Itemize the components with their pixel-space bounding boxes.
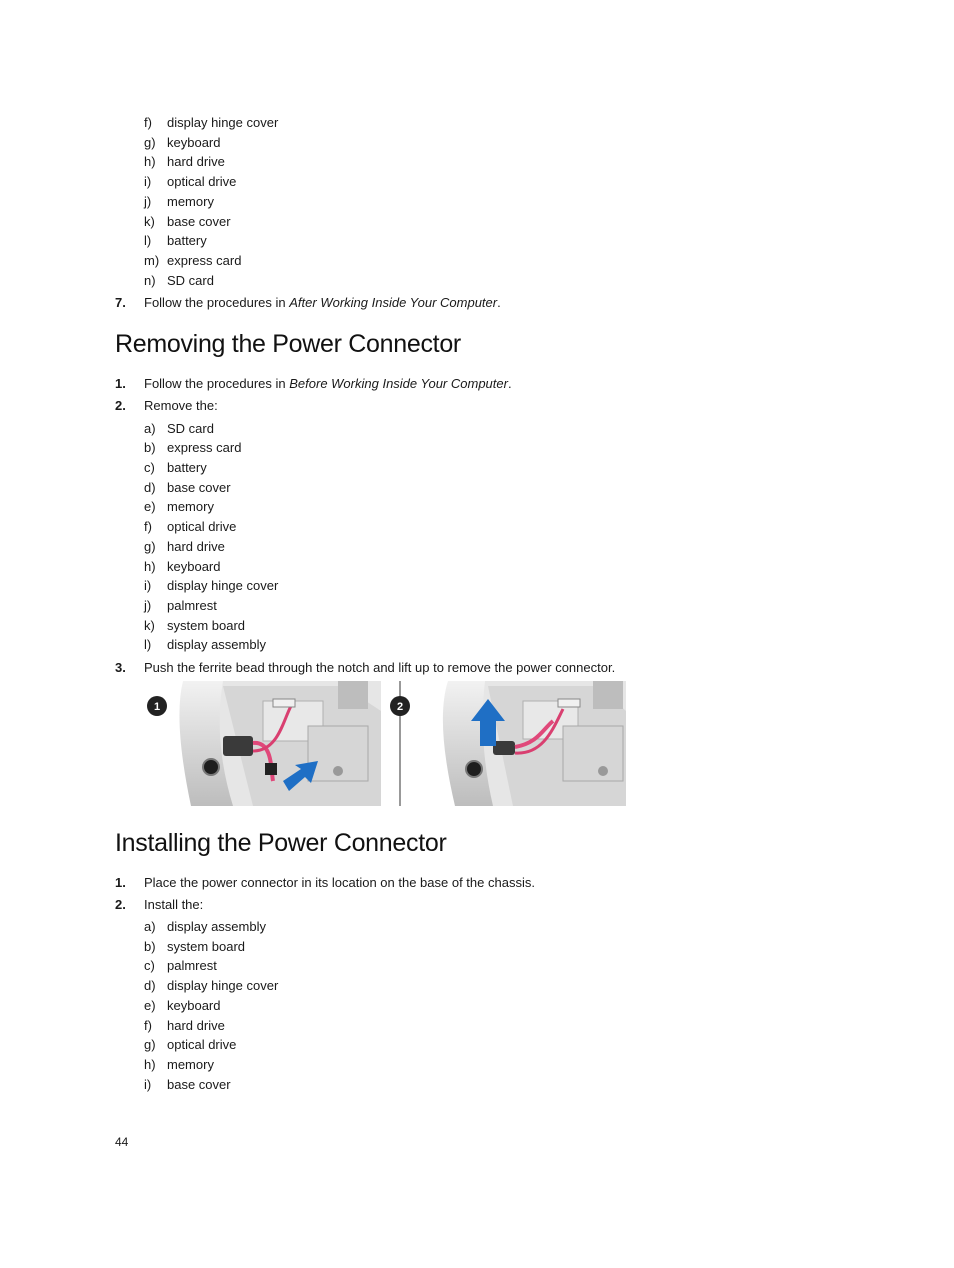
section-title-installing: Installing the Power Connector: [115, 829, 447, 857]
list-item: h) hard drive: [144, 154, 225, 169]
step-2: 2. Install the:: [115, 897, 204, 912]
power-connector-figure: [143, 681, 626, 806]
step-link-text: Before Working Inside Your Computer: [289, 376, 508, 391]
list-item: c) palmrest: [144, 958, 217, 973]
step-badge-1-label: 1: [153, 701, 161, 713]
list-item: d) base cover: [144, 480, 231, 495]
list-item: b) system board: [144, 939, 246, 954]
list-item: c) battery: [144, 460, 207, 475]
list-item: g) optical drive: [144, 1037, 237, 1052]
list-item: i) display hinge cover: [144, 578, 279, 593]
list-item: g) hard drive: [144, 539, 225, 554]
list-item: a) display assembly: [144, 919, 266, 934]
step-1: 1. Follow the procedures in Before Working Inside Your Computer.: [115, 376, 512, 391]
list-item: d) display hinge cover: [144, 978, 279, 993]
list-item: k) system board: [144, 618, 246, 633]
list-item: f) optical drive: [144, 519, 237, 534]
list-item: g) keyboard: [144, 135, 221, 150]
list-item: m) express card: [144, 253, 242, 268]
figure-panel-1: [143, 681, 381, 806]
step-link-text: After Working Inside Your Computer: [289, 295, 498, 310]
figure-panel-2: [390, 681, 626, 806]
list-item: i) optical drive: [144, 174, 237, 189]
list-item: j) memory: [144, 194, 214, 209]
step-1: 1. Place the power connector in its location on the base of the chassis.: [115, 875, 535, 890]
list-item: j) palmrest: [144, 598, 217, 613]
page-number: 44: [115, 1135, 129, 1149]
list-item: h) keyboard: [144, 559, 221, 574]
list-item: f) display hinge cover: [144, 115, 279, 130]
list-item: l) battery: [144, 233, 207, 248]
list-item: e) memory: [144, 499, 214, 514]
list-item: i) base cover: [144, 1077, 231, 1092]
list-item: l) display assembly: [144, 637, 266, 652]
list-item: h) memory: [144, 1057, 214, 1072]
step-7: 7. Follow the procedures in After Working Inside Your Computer.: [115, 295, 501, 310]
list-item: a) SD card: [144, 421, 214, 436]
list-item: e) keyboard: [144, 998, 221, 1013]
list-item: n) SD card: [144, 273, 214, 288]
section-title-removing: Removing the Power Connector: [115, 330, 461, 358]
list-item: b) express card: [144, 440, 242, 455]
step-3: 3. Push the ferrite bead through the notch and lift up to remove the power connector.: [115, 660, 616, 675]
list-item: f) hard drive: [144, 1018, 225, 1033]
step-2: 2. Remove the:: [115, 398, 218, 413]
step-badge-2-label: 2: [396, 701, 404, 713]
list-item: k) base cover: [144, 214, 231, 229]
